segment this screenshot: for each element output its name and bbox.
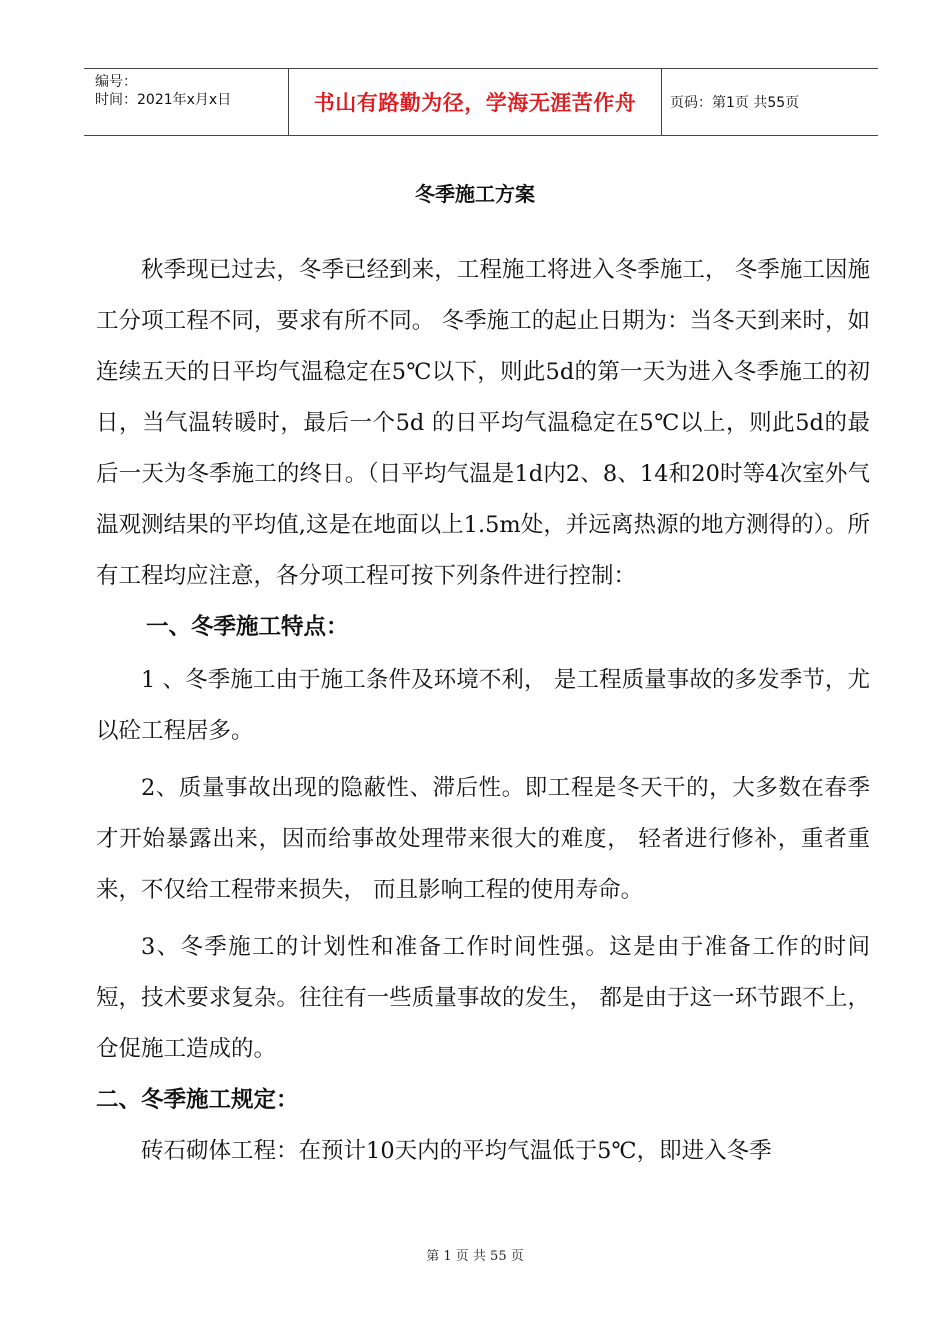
intro-paragraph: 秋季现已过去，冬季已经到来，工程施工将进入冬季施工， 冬季施工因施工分项工程不同，要求有所不同。 冬季施工的起止日期为：当冬天到来时，如连续五天的日平均气温稳定在5℃以下，则此5d的第一天为进入冬季施工的初日，当气温转暖时，最后一个5d 的日平均气温稳定在5℃以上，则此5d的最后一天为冬季施工的终日。（日平均气温是1d内2、8、14和20时等4次室外气温观测结果的平均值,这是在地面以上1.5m处，并远离热源的地方测得的）。所有工程均应注意，各分项工程可按下列条件进行控制： — [96, 257, 870, 589]
feature-point-3: 3、冬季施工的计划性和准备工作时间性强。这是由于准备工作的时间短，技术要求复杂。往往有一些质量事故的发生， 都是由于这一环节跟不上，仓促施工造成的。 — [96, 934, 870, 1062]
masonry-paragraph: 砖石砌体工程：在预计10天内的平均气温低于5℃，即进入冬季 — [141, 1138, 772, 1164]
document-body — [96, 245, 870, 1177]
section-heading-features: 一、冬季施工特点： — [146, 614, 349, 640]
document-number-label: 编号： — [95, 74, 137, 90]
section-heading-rules: 二、冬季施工规定： — [96, 1087, 299, 1113]
feature-point-1: 1 、冬季施工由于施工条件及环境不利， 是工程质量事故的多发季节，尤以砼工程居多。 — [96, 667, 870, 744]
header-motto: 书山有路勤为径，学海无涯苦作舟 — [288, 69, 662, 135]
document-time-label: 时间：2021年x月x日 — [95, 92, 232, 108]
page-footer: 第 1 页 共 55 页 — [426, 1249, 524, 1264]
header-page-info: 页码：第1页 共55页 — [670, 95, 800, 111]
page-header — [84, 68, 878, 136]
document-title: 冬季施工方案 — [415, 182, 535, 206]
header-meta — [84, 69, 288, 135]
feature-point-2: 2、质量事故出现的隐蔽性、滞后性。即工程是冬天干的，大多数在春季才开始暴露出来，因而给事故处理带来很大的难度， 轻者进行修补，重者重来，不仅给工程带来损失， 而且影响工程的使用寿命。 — [96, 775, 870, 903]
